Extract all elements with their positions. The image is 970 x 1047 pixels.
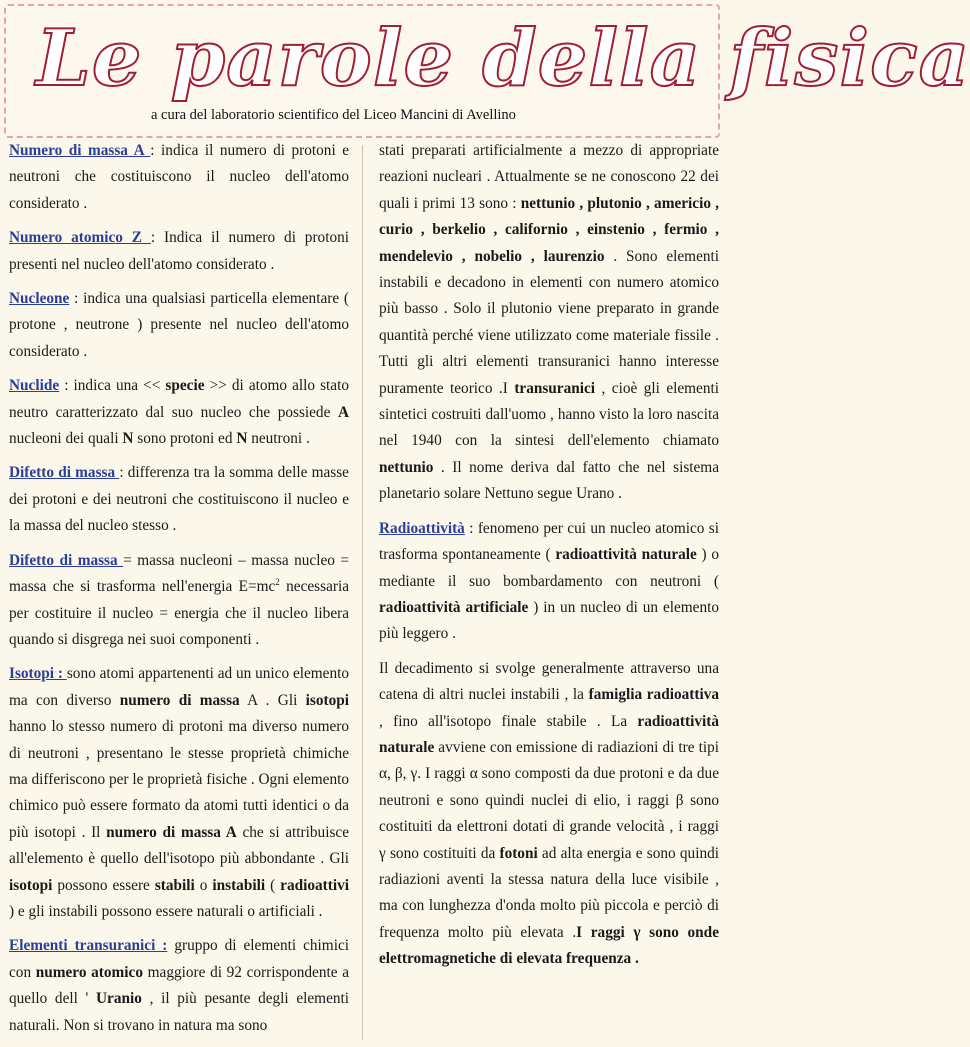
bold-keyword: isotopi [9, 876, 53, 894]
body-text: neutroni . [247, 430, 310, 448]
bold-keyword: numero di massa A [106, 823, 237, 841]
bold-keyword: numero atomico [35, 963, 143, 981]
right-column [379, 138, 719, 981]
bold-keyword: nettunio , plutonio , americio , curio , berkelio , californio , einstenio , fermio , mendelevio , nobelio , laurenzio [379, 194, 720, 265]
term-heading: Nucleone [9, 290, 70, 308]
term-heading: Difetto di massa [9, 464, 120, 482]
body-text: . Il nome deriva dal fatto che nel sistema planetario solare Nettuno segue Urano . [379, 458, 719, 503]
definition-paragraph [9, 286, 349, 365]
bold-keyword: N [122, 430, 134, 448]
definition-paragraph [9, 225, 349, 278]
bold-keyword: radioattività naturale [555, 546, 697, 564]
term-heading: Numero atomico Z [9, 229, 151, 247]
body-text: ) in un nucleo di un elemento più leggero . [379, 598, 720, 643]
body-text: . Sono elementi instabili e decadono in elementi con numero atomico più basso . Solo il plutonio viene preparato in grande quantità perché viene utilizzato come materiale fissile . Tutti gli altri elementi transuranici hanno interesse puramente teorico .I [379, 247, 720, 397]
definition-paragraph [9, 373, 349, 452]
bold-keyword: stabili [154, 876, 195, 894]
definition-paragraph [9, 460, 349, 539]
body-text: : differenza tra la somma delle masse dei protoni e dei neutroni che costituiscono il nucleo e la massa del nucleo stesso . [9, 464, 349, 535]
term-heading: Elementi transuranici : [9, 937, 168, 955]
body-text: ( [265, 876, 281, 894]
bold-keyword: instabili [212, 876, 266, 894]
bold-keyword: A [337, 403, 349, 421]
body-text: maggiore di 92 corrispondente a quello dell ' [9, 963, 349, 1008]
body-text: : indica una << [59, 377, 166, 395]
superscript: 2 [275, 577, 280, 587]
bold-keyword: famiglia radioattiva [588, 686, 719, 704]
page-header [4, 4, 970, 138]
bold-keyword: fotoni [499, 844, 538, 862]
body-text: possono essere [52, 876, 155, 894]
page-subtitle: a cura del laboratorio scientifico del Liceo Mancini di Avellino [151, 107, 516, 123]
body-text: : indica una qualsiasi particella elementare ( protone , neutrone ) presente nel nucleo dell'atomo considerato . [9, 290, 349, 360]
body-text: , cioè gli elementi sintetici costruiti dall'uomo , hanno visto la loro nascita nel 1940 con la sintesi dell'elemento chiamato [379, 379, 719, 450]
bold-keyword: transuranici [514, 379, 596, 397]
body-text: ) o mediante il suo bombardamento con neutroni ( [379, 546, 719, 590]
term-heading: Radioattività [379, 519, 465, 537]
bold-keyword: radioattività artificiale [379, 598, 529, 616]
body-text: ad alta energia e sono quindi radiazioni aventi la stessa natura della luce visibile , ma con lunghezza d'onda molto più piccola e perciò di frequenza molto più elevata . [379, 844, 719, 941]
body-text: A . Gli [239, 691, 306, 709]
body-text: nucleoni dei quali [9, 430, 123, 448]
body-text: : indica il numero di protoni e neutroni che costituiscono il nucleo dell'atomo considerato . [9, 142, 349, 212]
bold-keyword: specie [165, 377, 205, 395]
body-text: >> di atomo allo stato neutro caratterizzato dal suo nucleo che possiede [9, 377, 349, 421]
term-heading: Nuclide [9, 377, 60, 395]
bold-keyword: I raggi γ sono onde elettromagnetiche di elevata frequenza . [379, 923, 719, 968]
body-text: gruppo di elementi chimici con [9, 937, 349, 981]
term-heading: Difetto di massa [9, 551, 124, 569]
bold-keyword: radioattivi [280, 876, 349, 894]
body-text: avviene con emissione di radiazioni di tre tipi α, β, γ. I raggi α sono composti da due protoni e da due neutroni e sono quindi nuclei di elio, i raggi β sono costituiti da elettroni dotati di grande velocità , i raggi γ sono costituiti da [379, 738, 719, 862]
bold-keyword: numero di massa [119, 691, 240, 709]
body-text: sono protoni ed [133, 430, 237, 448]
bold-keyword: isotopi [305, 691, 350, 709]
body-text: , il più pesante degli elementi naturali. Non si trovano in natura ma sono [9, 990, 350, 1034]
left-column [9, 138, 349, 1047]
bold-keyword: radioattività naturale [379, 712, 719, 756]
body-text: , fino all'isotopo finale stabile . La [379, 712, 638, 730]
body-text: Il decadimento si svolge generalmente attraverso una catena di altri nuclei instabili , la [379, 659, 719, 704]
page-title: Le parole della fisica [36, 13, 970, 104]
body-text: che si attribuisce all'elemento è quello dell'isotopo più abbondante . Gli [9, 823, 349, 868]
definition-paragraph [9, 933, 349, 1039]
body-text: ) e gli instabili possono essere naturali o artificiali . [9, 902, 323, 920]
bold-keyword: nettunio [379, 458, 434, 476]
bold-keyword: N [236, 430, 248, 448]
definition-paragraph [379, 138, 719, 508]
body-text: : Indica il numero di protoni presenti nel nucleo dell'atomo considerato . [9, 229, 349, 273]
definition-paragraph [9, 138, 349, 217]
definition-paragraph [9, 661, 349, 925]
body-text: : fenomeno per cui un nucleo atomico si trasforma spontaneamente ( [379, 519, 719, 564]
term-heading: Numero di massa A [9, 142, 151, 159]
term-heading: Isotopi : [9, 665, 67, 683]
bold-keyword: Uranio [96, 990, 142, 1008]
definition-paragraph [379, 516, 719, 648]
body-text: necessaria per costituire il nucleo = energia che il nucleo libera quando si disgrega nei suoi componenti . [9, 578, 349, 648]
body-text: sono atomi appartenenti ad un unico elemento ma con diverso [9, 665, 350, 709]
body-text: o [194, 876, 213, 894]
definition-paragraph [9, 548, 349, 654]
column-divider [362, 145, 363, 1040]
body-text: hanno lo stesso numero di protoni ma diverso numero di neutroni , presentano le stesse proprietà chimiche ma differiscono per le proprietà fisiche . Ogni elemento chimico può essere formato da atomi tutti identici o da più isotopi . Il [9, 718, 349, 841]
body-text: stati preparati artificialmente a mezzo di appropriate reazioni nucleari . Attualmente se ne conoscono 22 dei quali i primi 13 sono : [379, 142, 719, 212]
definition-paragraph [379, 656, 719, 973]
body-text: = massa nucleoni – massa nucleo = massa che si trasforma nell'energia E=mc [9, 551, 349, 596]
